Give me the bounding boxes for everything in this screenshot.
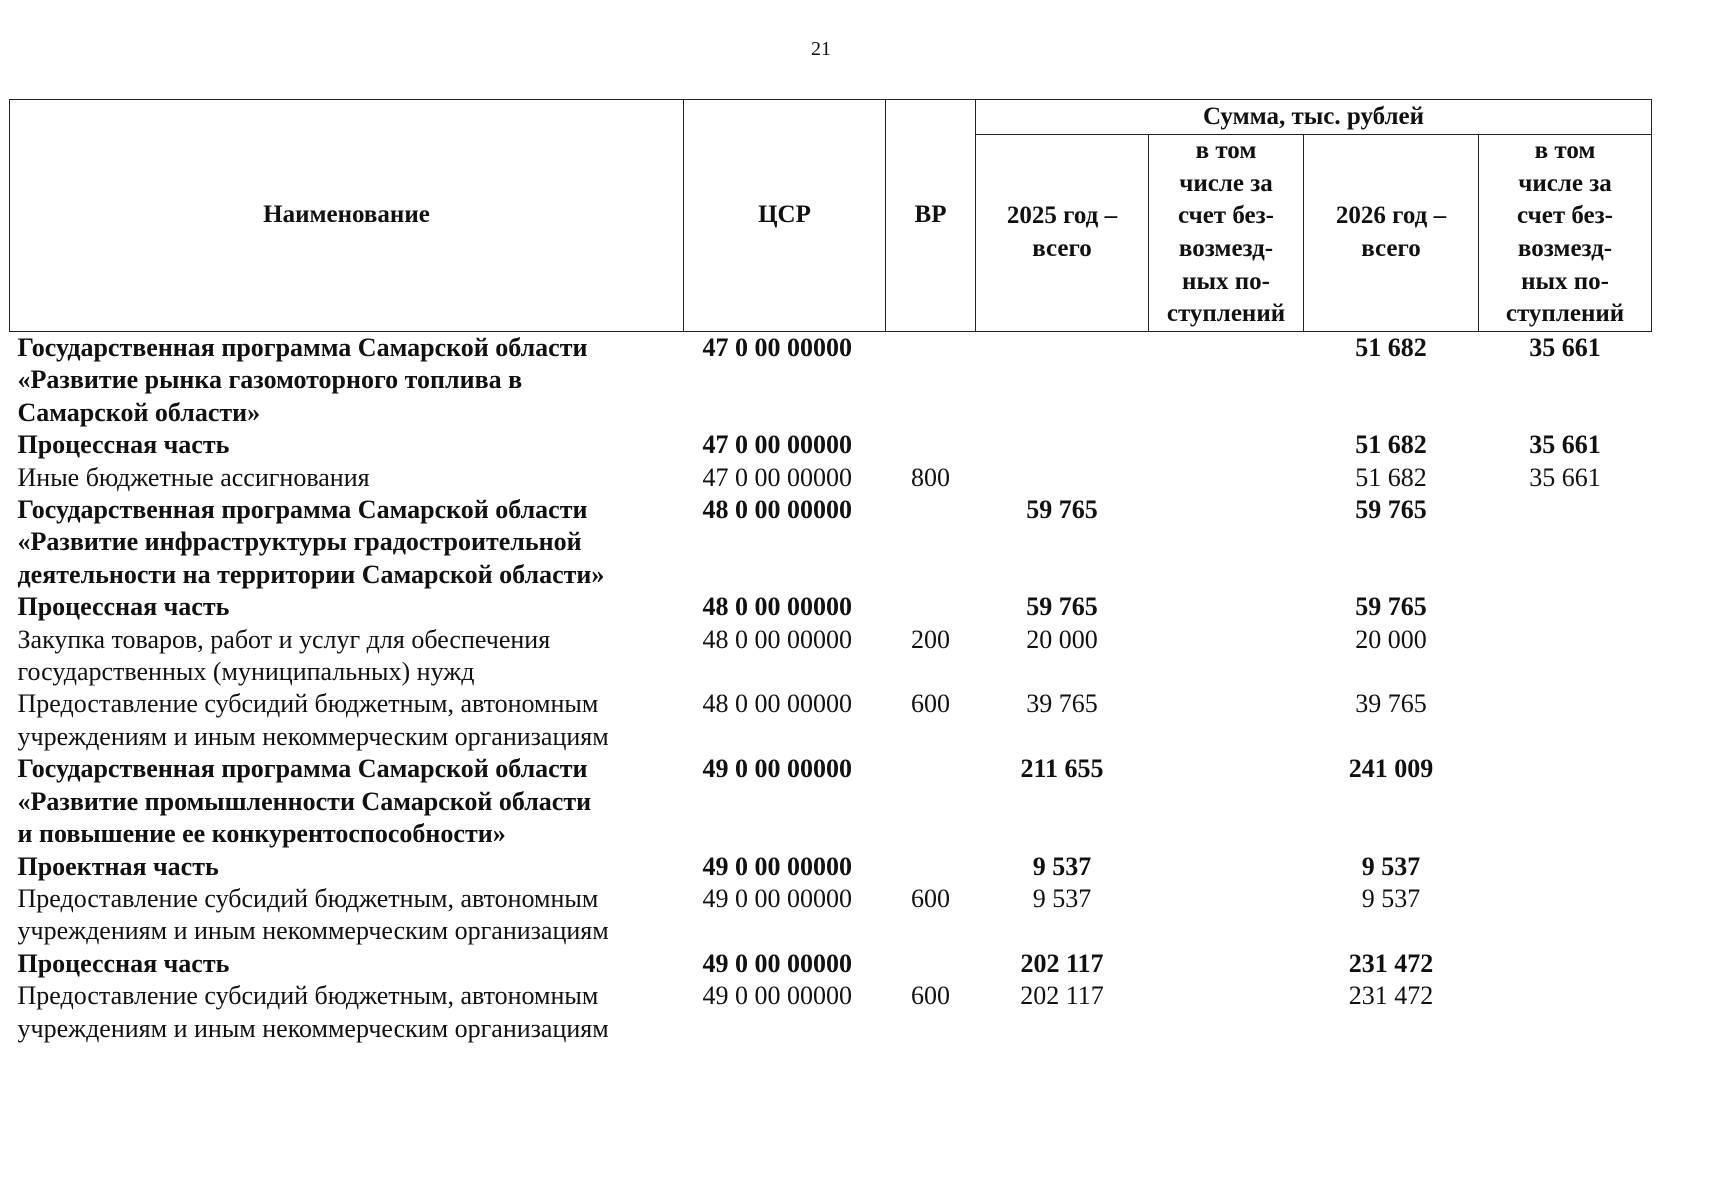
row-2026-free: 35 661: [1529, 430, 1601, 460]
row-name: Предоставление субсидий бюджетным, автономным учреждениям и иным некоммерческим организациям: [17, 689, 609, 751]
row-2026-free: [1479, 753, 1652, 850]
table-header: [10, 100, 1652, 332]
row-2025-free: [1149, 883, 1304, 948]
row-name: Процессная часть: [17, 430, 230, 460]
row-csr: 49 0 00 00000: [702, 754, 852, 784]
row-2025-total: 39 765: [1026, 689, 1098, 719]
row-2025-free: [1149, 494, 1304, 591]
row-vr: [886, 851, 976, 883]
row-vr: [886, 948, 976, 980]
row-2026-free: [1479, 948, 1652, 980]
row-2025-total: 202 117: [1020, 948, 1104, 978]
row-2025-total: 211 655: [1020, 754, 1104, 784]
budget-table: [9, 99, 1652, 1045]
row-2025-total: 20 000: [1026, 624, 1098, 654]
row-2025-free: [1149, 624, 1304, 689]
table-row: [10, 332, 1652, 430]
row-2026-total: 51 682: [1355, 430, 1427, 460]
row-2026-total: 51 682: [1355, 462, 1427, 492]
table-row: [10, 883, 1652, 948]
row-vr: [886, 429, 976, 461]
row-2026-total: 59 765: [1355, 495, 1427, 525]
row-2026-free: 35 661: [1529, 333, 1601, 362]
row-2026-total: 231 472: [1348, 981, 1434, 1011]
header-sum: Сумма, тыс. рублей: [976, 100, 1652, 135]
row-2025-free: [1149, 591, 1304, 623]
row-2026-total: 39 765: [1355, 689, 1427, 719]
row-2025-free: [1149, 980, 1304, 1045]
row-2026-total: 9 537: [1361, 883, 1421, 913]
table-row: [10, 494, 1652, 591]
row-2026-free: [1479, 883, 1652, 948]
row-2026-free: [1479, 980, 1652, 1045]
row-2026-free: [1479, 851, 1652, 883]
row-2025-total: [976, 429, 1149, 461]
table-row: [10, 429, 1652, 461]
row-2026-free: [1479, 494, 1652, 591]
row-2026-total: 51 682: [1355, 333, 1427, 362]
row-vr: [886, 753, 976, 850]
table-row: [10, 851, 1652, 883]
row-2025-free: [1149, 462, 1304, 494]
row-csr: 47 0 00 00000: [702, 333, 852, 362]
table-row: [10, 948, 1652, 980]
header-name: Наименование: [10, 100, 684, 332]
row-name: Предоставление субсидий бюджетным, автономным учреждениям и иным некоммерческим организациям: [17, 883, 609, 946]
row-vr: 600: [911, 981, 950, 1011]
header-csr: ЦСР: [684, 100, 886, 332]
row-2026-total: 9 537: [1361, 851, 1421, 881]
row-csr: 47 0 00 00000: [702, 462, 852, 492]
row-2026-total: 59 765: [1355, 592, 1427, 622]
table-row: [10, 753, 1652, 850]
row-csr: 49 0 00 00000: [702, 981, 852, 1011]
row-2025-free: [1149, 948, 1304, 980]
table-row: [10, 980, 1652, 1045]
row-2025-free: [1149, 332, 1304, 430]
header-2025-free: в том числе за счет без- возмезд- ных по- ступлений: [1149, 135, 1304, 332]
page-number: 21: [811, 38, 831, 60]
row-name: Государственная программа Самарской области «Развитие промышленности Самарской области и повышение ее конкурентоспособности»: [17, 754, 592, 849]
row-vr: 800: [911, 462, 950, 492]
row-2025-free: [1149, 851, 1304, 883]
row-name: Закупка товаров, работ и услуг для обеспечения государственных (муниципальных) нужд: [17, 624, 551, 687]
row-name: Предоставление субсидий бюджетным, автономным учреждениям и иным некоммерческим организациям: [17, 981, 609, 1043]
row-name: Процессная часть: [17, 592, 230, 622]
row-name: Процессная часть: [17, 948, 230, 978]
row-2026-total: 241 009: [1348, 754, 1434, 784]
row-2026-free: [1479, 624, 1652, 689]
row-csr: 49 0 00 00000: [702, 883, 852, 913]
row-vr: 200: [911, 624, 950, 654]
row-csr: 48 0 00 00000: [702, 495, 852, 525]
row-vr: [886, 494, 976, 591]
table-body: [10, 332, 1652, 1045]
row-2026-total: 231 472: [1348, 948, 1434, 978]
row-2026-total: 20 000: [1355, 624, 1427, 654]
row-2026-free: [1479, 591, 1652, 623]
row-2026-free: [1479, 688, 1652, 753]
header-2025-total: 2025 год – всего: [976, 135, 1149, 332]
row-csr: 49 0 00 00000: [702, 851, 852, 881]
row-2025-total: 9 537: [1032, 851, 1092, 881]
row-2025-total: [976, 332, 1149, 430]
table-row: [10, 688, 1652, 753]
row-csr: 49 0 00 00000: [702, 948, 852, 978]
row-vr: 600: [911, 883, 950, 913]
row-2025-free: [1149, 429, 1304, 461]
row-2025-total: 202 117: [1020, 981, 1104, 1011]
row-2025-total: 59 765: [1026, 592, 1098, 622]
row-name: Государственная программа Самарской области «Развитие инфраструктуры градостроительной деятельности на территории Самарской области»: [17, 495, 605, 589]
row-vr: [886, 591, 976, 623]
row-2025-total: [976, 462, 1149, 494]
table-row: [10, 462, 1652, 494]
row-2025-free: [1149, 753, 1304, 850]
header-vr: ВР: [886, 100, 976, 332]
row-csr: 48 0 00 00000: [702, 592, 852, 622]
row-csr: 48 0 00 00000: [702, 689, 852, 719]
row-csr: 48 0 00 00000: [702, 624, 852, 654]
table-row: [10, 624, 1652, 689]
row-csr: 47 0 00 00000: [702, 430, 852, 460]
row-vr: 600: [911, 689, 950, 719]
row-2025-free: [1149, 688, 1304, 753]
row-name: Иные бюджетные ассигнования: [17, 462, 370, 492]
row-name: Государственная программа Самарской области «Развитие рынка газомоторного топлива в Самарской области»: [17, 333, 588, 427]
header-2026-free: в том числе за счет без- возмезд- ных по- ступлений: [1479, 135, 1652, 332]
row-name: Проектная часть: [17, 851, 219, 881]
header-2026-total: 2026 год – всего: [1304, 135, 1479, 332]
table-row: [10, 591, 1652, 623]
row-2025-total: 59 765: [1026, 495, 1098, 525]
row-2026-free: 35 661: [1529, 462, 1601, 492]
row-2025-total: 9 537: [1032, 883, 1092, 913]
row-vr: [886, 332, 976, 430]
